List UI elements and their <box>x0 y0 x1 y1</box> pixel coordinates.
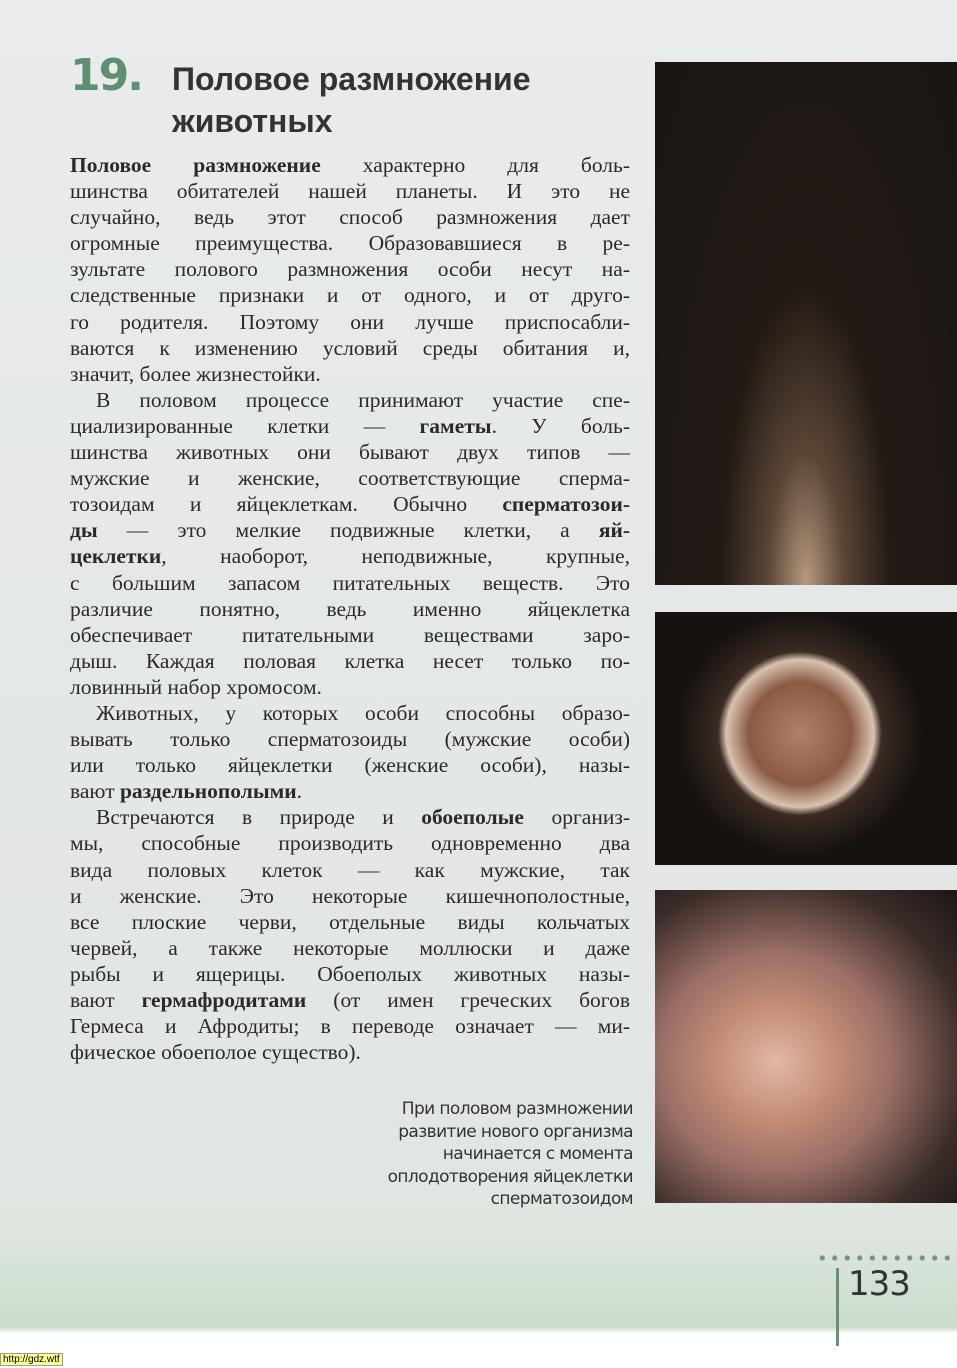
bold-term: гермафродитами <box>141 988 307 1012</box>
text-segment: Гермеса и Афродиты; в переводе означает — ми- <box>70 1014 630 1039</box>
text-line <box>70 752 630 778</box>
dotted-divider <box>816 1254 957 1262</box>
text-segment: ваются к изменению условий среды обитания и, <box>70 335 630 360</box>
text-line <box>70 987 630 1013</box>
text-line <box>70 596 630 622</box>
text-line <box>70 830 630 856</box>
text-line <box>70 309 630 335</box>
caption-line: сперматозоидом <box>490 1189 633 1209</box>
bold-term: сперматозои- <box>502 492 630 517</box>
text-segment: обеспечивает питательными веществами заро- <box>70 622 630 647</box>
text-line <box>70 413 630 439</box>
text-segment: тозоидам и яйцеклеткам. Обычно <box>70 492 503 517</box>
text-line <box>70 256 630 282</box>
text-segment: организ- <box>523 805 630 830</box>
watermark-link[interactable]: http://gdz.wtf <box>0 1353 63 1366</box>
text-line <box>70 909 630 935</box>
text-segment: характерно для боль- <box>320 153 630 177</box>
text-segment: ловинный набор хромосом. <box>70 674 322 699</box>
photo-caption <box>388 1098 633 1211</box>
text-line <box>70 804 630 830</box>
text-line <box>70 387 630 413</box>
text-segment: го родителя. Поэтому они лучше приспосабли- <box>70 309 630 334</box>
text-line <box>70 204 630 230</box>
text-segment: или только яйцеклетки (женские особи), назы- <box>70 753 630 778</box>
text-line <box>70 282 630 308</box>
text-segment: дыш. Каждая половая клетка несет только по- <box>70 648 630 673</box>
text-segment: случайно, ведь этот способ размножения дает <box>70 205 630 230</box>
text-segment: зультате полового размножения особи несут на- <box>70 257 630 282</box>
text-segment: шинства обитателей нашей планеты. И это не <box>70 179 630 204</box>
text-line <box>70 570 630 596</box>
embryo-photo <box>655 890 957 1203</box>
text-segment: мужские и женские, соответствующие сперма- <box>70 466 630 491</box>
text-segment: все плоские черви, отдельные виды кольчатых <box>70 909 630 934</box>
text-segment: Встречаются в природе и <box>96 805 422 830</box>
text-segment: червей, а также некоторые моллюски и даже <box>70 935 630 960</box>
text-line <box>70 778 630 804</box>
section-number: 19. <box>70 50 142 101</box>
text-line <box>70 178 630 204</box>
text-line <box>70 857 630 883</box>
text-segment: Животных, у которых особи способны образо- <box>96 700 630 725</box>
text-line <box>70 648 630 674</box>
text-segment: — это мелкие подвижные клетки, а <box>97 518 599 543</box>
caption-line: развитие нового организма <box>398 1121 633 1142</box>
egg-cell-photo <box>655 612 957 865</box>
title-line-2: животных <box>172 103 333 139</box>
text-line <box>70 883 630 909</box>
text-segment: рыбы и ящерицы. Обоеполых животных назы- <box>70 961 630 986</box>
text-line <box>70 961 630 987</box>
text-line <box>70 439 630 465</box>
text-line <box>70 361 630 387</box>
text-segment: (от имен греческих богов <box>306 988 630 1012</box>
text-line <box>70 1013 630 1039</box>
text-line <box>70 465 630 491</box>
bold-term: обоеполые <box>421 805 524 830</box>
text-segment: вывать только сперматозоиды (мужские особи) <box>70 727 630 752</box>
text-segment: мы, способные производить одновременно два <box>70 831 630 856</box>
page-title <box>172 58 531 142</box>
caption-line: При половом размножении <box>401 1099 633 1119</box>
bold-term: раздельнополыми <box>119 779 297 804</box>
text-segment: значит, более жизнестойки. <box>70 361 321 386</box>
page-number-rule <box>836 1268 839 1346</box>
text-segment: следственные признаки и от одного, и от друго- <box>70 283 630 308</box>
text-line <box>70 491 630 517</box>
text-segment: и женские. Это некоторые кишечнополостные, <box>70 883 630 908</box>
text-line <box>70 152 630 178</box>
text-segment: вида половых клеток — как мужские, так <box>70 857 630 882</box>
title-line-1: Половое размножение <box>172 61 531 97</box>
text-segment: шинства животных они бывают двух типов — <box>70 440 630 465</box>
bold-term: яй- <box>598 518 630 543</box>
text-line <box>70 1039 630 1065</box>
text-line <box>70 517 630 543</box>
body-text <box>70 152 630 1065</box>
bold-term: гаметы <box>419 413 492 438</box>
bold-term: цеклетки <box>70 544 162 569</box>
text-line <box>70 622 630 648</box>
text-segment: вают <box>70 779 120 804</box>
text-segment: вают <box>70 988 142 1012</box>
text-segment: фическое обоеполое существо). <box>70 1040 361 1065</box>
text-line <box>70 335 630 361</box>
text-line <box>70 674 630 700</box>
caption-line: начинается с момента <box>442 1144 633 1164</box>
text-segment: с большим запасом питательных веществ. Это <box>70 570 630 595</box>
text-segment: различие понятно, ведь именно яйцеклетка <box>70 596 630 621</box>
caption-line: оплодотворения яйцеклетки <box>387 1166 633 1187</box>
bold-term: ды <box>70 518 98 543</box>
text-segment: . У боль- <box>491 413 631 438</box>
sperm-cells-photo <box>655 62 957 585</box>
text-line <box>70 935 630 961</box>
text-segment: В половом процессе принимают участие спе- <box>96 387 630 412</box>
page-number: 133 <box>848 1264 910 1304</box>
bold-term: Половое размножение <box>70 153 321 177</box>
text-segment: циализированные клетки — <box>70 413 420 438</box>
text-line <box>70 700 630 726</box>
text-line <box>70 726 630 752</box>
text-segment: . <box>296 779 303 804</box>
text-line <box>70 543 630 569</box>
text-line <box>70 230 630 256</box>
text-segment: огромные преимущества. Образовавшиеся в ре- <box>70 231 630 256</box>
text-segment: , наоборот, неподвижные, крупные, <box>161 544 630 569</box>
